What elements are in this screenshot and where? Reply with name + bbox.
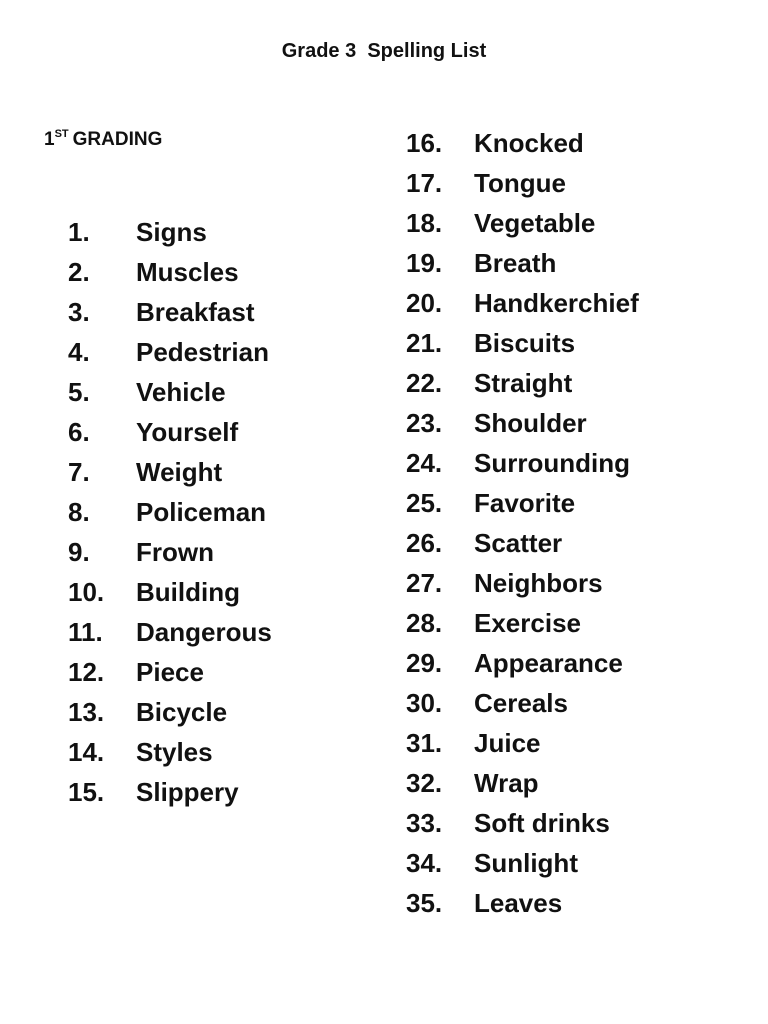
item-number: 1. [68,217,90,247]
item-word: Breakfast [136,297,255,327]
item-word: Policeman [136,497,267,527]
item-word: Styles [136,737,213,767]
list-item [68,735,272,775]
item-word: Frown [136,537,214,567]
list-item [68,375,272,415]
item-number: 16. [406,128,443,158]
item-number: 24. [406,448,443,478]
list-item [68,415,272,455]
item-number: 23. [406,408,443,438]
item-word: Piece [136,657,204,687]
item-number: 12. [68,657,105,687]
item-number: 26. [406,528,443,558]
list-item [406,726,639,766]
item-number: 8. [68,497,90,527]
item-word: Yourself [136,417,239,447]
item-number: 13. [68,697,105,727]
item-number: 3. [68,297,90,327]
list-item [406,526,639,566]
item-word: Breath [474,248,557,278]
list-item [406,646,639,686]
item-number: 7. [68,457,90,487]
list-item [406,686,639,726]
item-word: Vehicle [136,377,226,407]
item-word: Scatter [474,528,563,558]
list-item [406,806,639,846]
item-word: Dangerous [136,617,272,647]
item-word: Favorite [474,488,576,518]
item-word: Pedestrian [136,337,269,367]
item-number: 34. [406,848,443,878]
item-number: 27. [406,568,443,598]
item-word: Vegetable [474,208,596,238]
item-number: 29. [406,648,443,678]
item-number: 9. [68,537,90,567]
item-word: Biscuits [474,328,576,358]
list-item [406,166,639,206]
item-number: 25. [406,488,443,518]
item-word: Shoulder [474,408,587,438]
item-number: 20. [406,288,443,318]
item-word: Muscles [136,257,239,287]
item-word: Building [136,577,240,607]
item-number: 33. [406,808,443,838]
list-item [406,126,639,166]
item-word: Exercise [474,608,581,638]
section-heading-number: 1 [44,129,55,150]
page-title: Grade 3 Spelling List [281,40,487,62]
list-item [406,566,639,606]
list-item [68,295,272,335]
item-word: Surrounding [474,448,630,478]
list-item [68,495,272,535]
item-word: Juice [474,728,541,758]
item-word: Soft drinks [474,808,610,838]
item-word: Tongue [474,168,566,198]
item-word: Straight [474,368,573,398]
item-number: 28. [406,608,443,638]
item-number: 2. [68,257,90,287]
item-word: Cereals [474,688,568,718]
item-word: Weight [136,457,223,487]
item-number: 31. [406,728,443,758]
item-number: 32. [406,768,443,798]
item-number: 19. [406,248,443,278]
item-number: 21. [406,328,443,358]
spelling-list-left-column [68,215,272,815]
item-word: Knocked [474,128,584,158]
item-word: Signs [136,217,207,247]
item-number: 17. [406,168,443,198]
list-item [406,366,639,406]
list-item [406,606,639,646]
section-heading [44,128,162,151]
item-number: 14. [68,737,105,767]
item-word: Bicycle [136,697,228,727]
list-item [68,335,272,375]
list-item [406,486,639,526]
list-item [68,575,272,615]
list-item [406,246,639,286]
list-item [68,535,272,575]
item-number: 6. [68,417,90,447]
list-item [406,766,639,806]
item-number: 30. [406,688,443,718]
section-heading-label: GRADING [72,129,163,150]
item-number: 15. [68,777,105,807]
item-number: 4. [68,337,90,367]
item-word: Appearance [474,648,623,678]
list-item [68,655,272,695]
list-item [68,695,272,735]
item-word: Leaves [474,888,563,918]
item-number: 11. [68,617,103,647]
list-item [406,846,639,886]
list-item [406,406,639,446]
list-item [68,455,272,495]
item-word: Wrap [474,768,539,798]
item-word: Sunlight [474,848,578,878]
item-number: 10. [68,577,105,607]
item-word: Neighbors [474,568,603,598]
list-item [406,326,639,366]
item-number: 18. [406,208,443,238]
list-item [68,255,272,295]
section-heading-superscript: ST [54,128,69,140]
list-item [68,615,272,655]
list-item [68,775,272,815]
spelling-list-right-column [406,126,639,926]
item-number: 22. [406,368,443,398]
list-item [68,215,272,255]
list-item [406,886,639,926]
item-number: 35. [406,888,443,918]
item-word: Slippery [136,777,239,807]
list-item [406,206,639,246]
item-number: 5. [68,377,90,407]
list-item [406,446,639,486]
item-word: Handkerchief [474,288,639,318]
list-item [406,286,639,326]
